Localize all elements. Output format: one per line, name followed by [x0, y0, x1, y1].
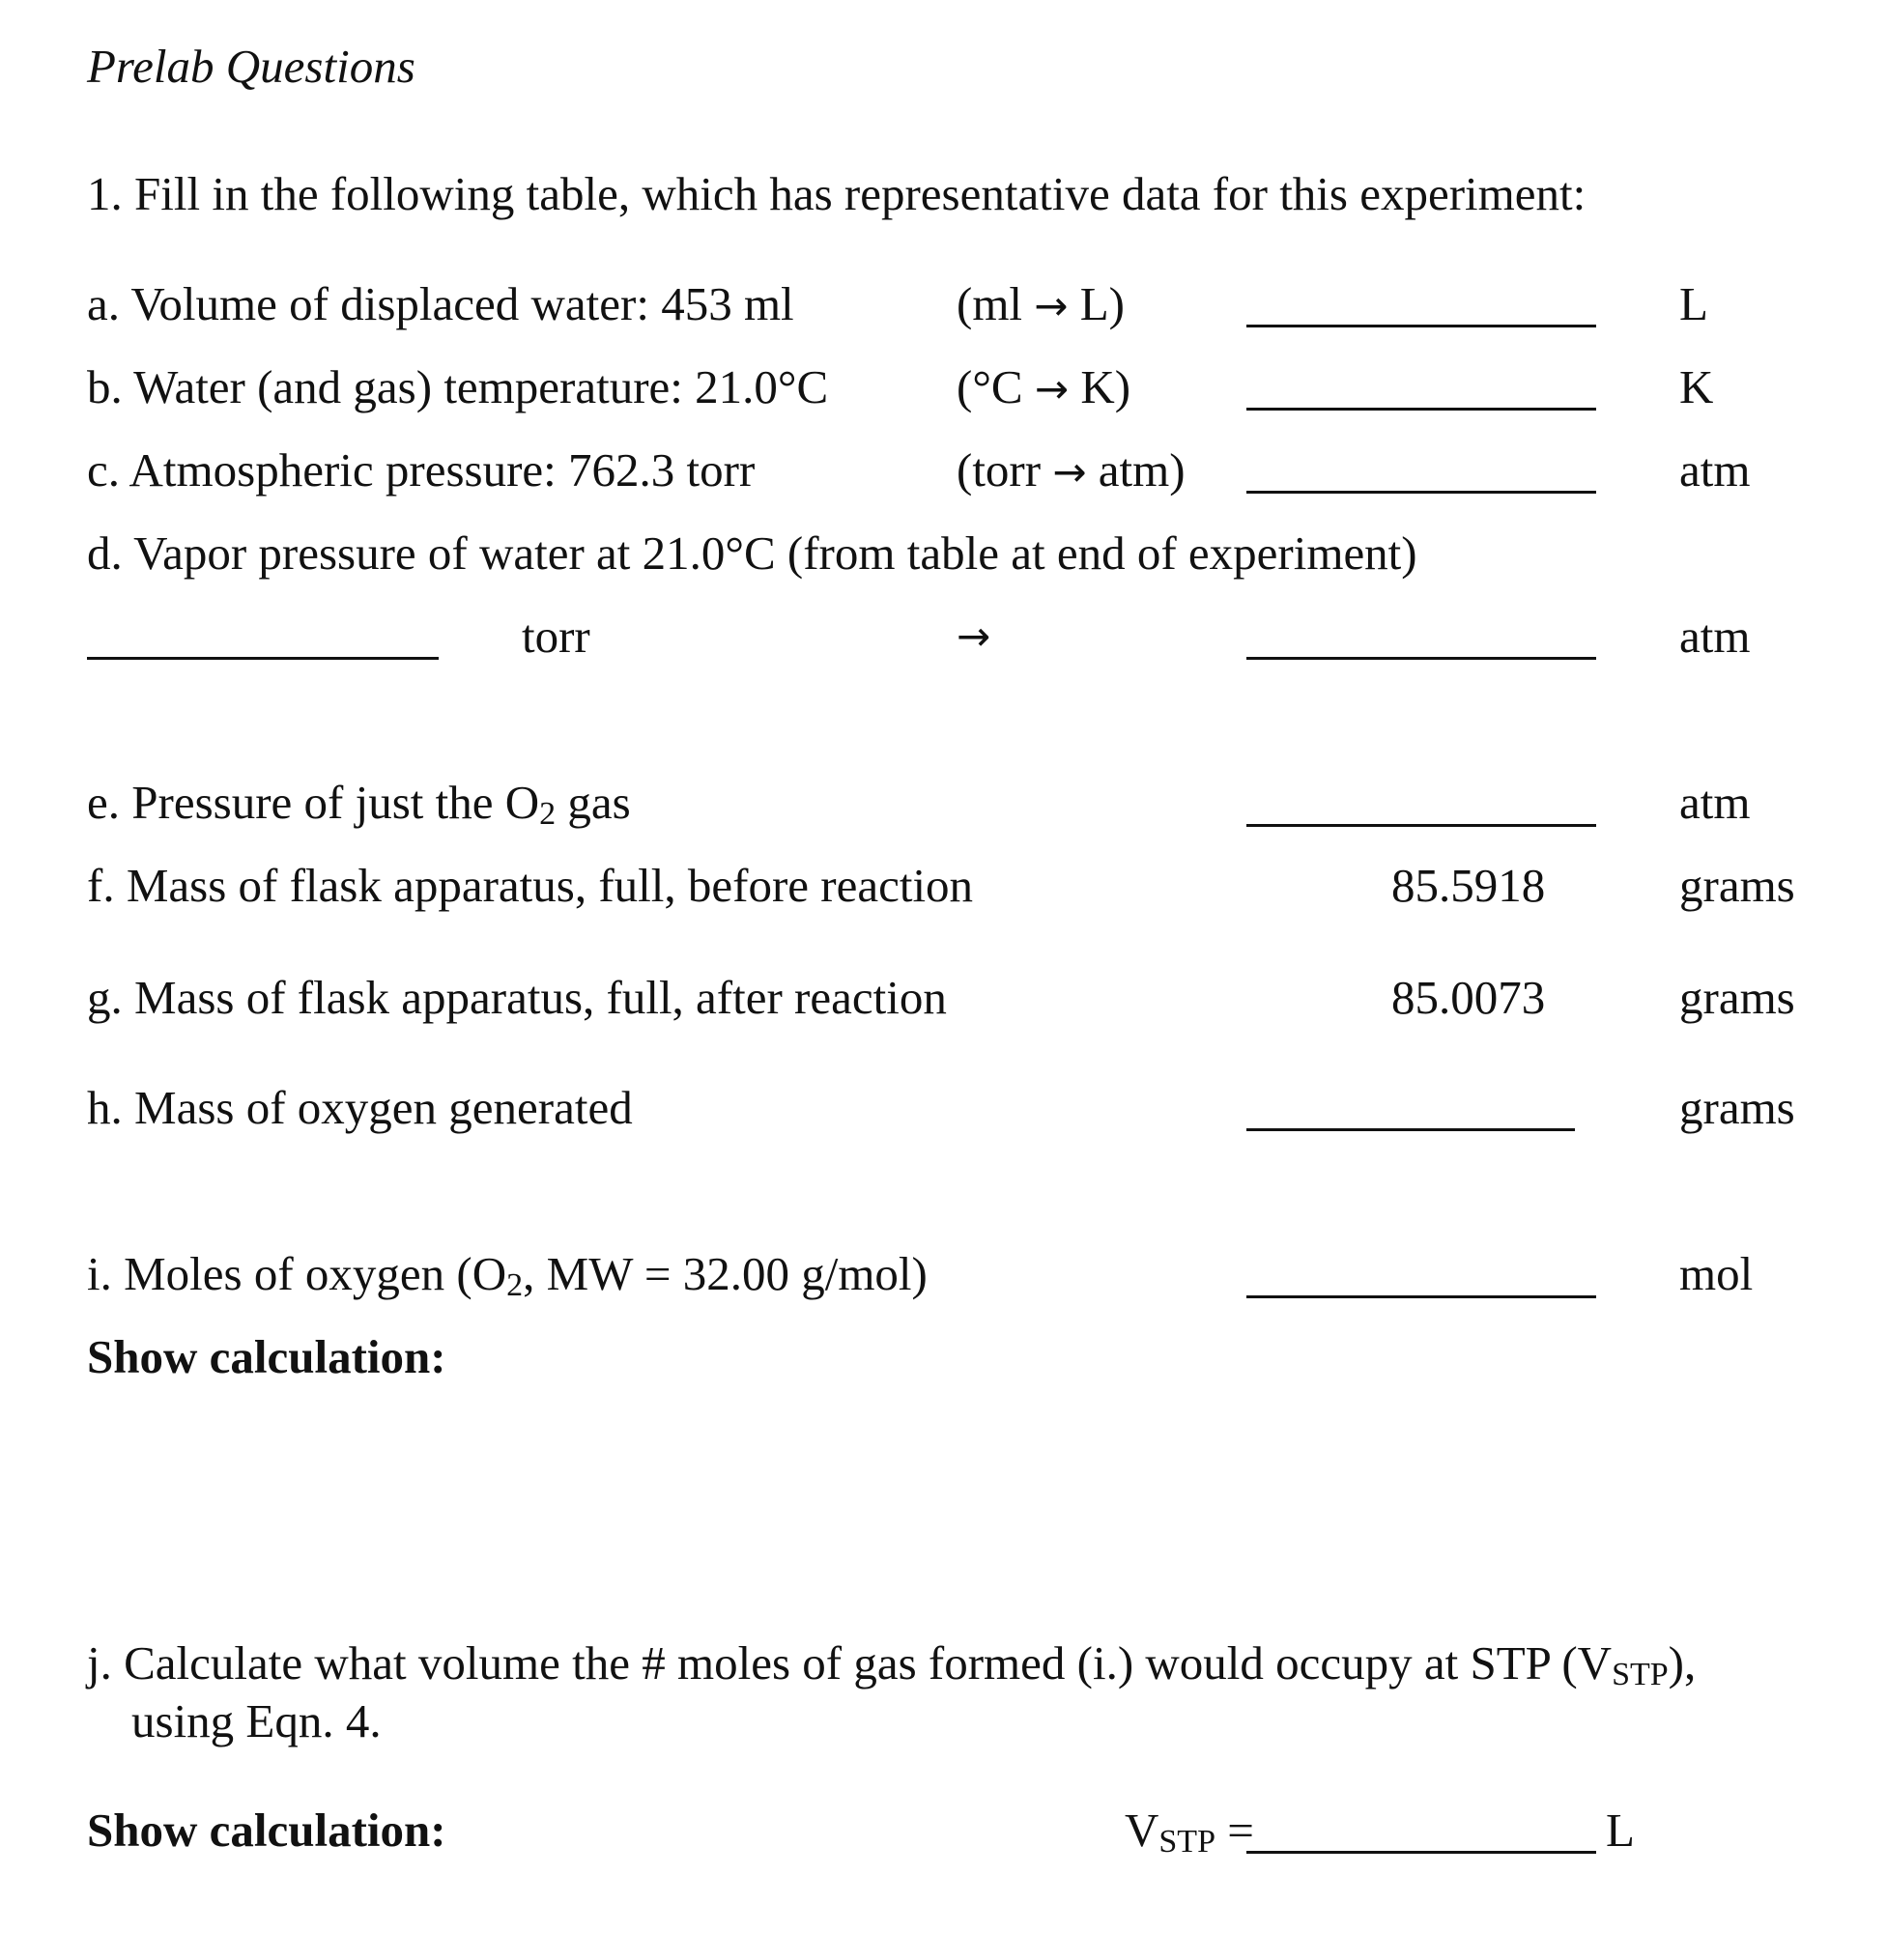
row-g-label: g. Mass of flask apparatus, full, after reaction — [87, 971, 947, 1024]
row-g-value: 85.0073 — [1391, 971, 1546, 1024]
row-h-answer-blank[interactable] — [1246, 1128, 1575, 1131]
row-d-unit: atm — [1679, 610, 1751, 663]
row-a-unit: L — [1679, 277, 1708, 330]
row-j-line1: j. Calculate what volume the # moles of gas formed (i.) would occupy at STP (VSTP), — [87, 1636, 1697, 1692]
row-d-mid-unit: torr — [522, 610, 590, 663]
row-a-answer-blank[interactable] — [1246, 325, 1596, 327]
arrow-icon: → — [1034, 365, 1070, 412]
vstp-answer-blank[interactable] — [1246, 1851, 1596, 1854]
row-e-unit: atm — [1679, 776, 1751, 829]
row-f-value: 85.5918 — [1391, 859, 1546, 912]
row-e-label: e. Pressure of just the O2 gas — [87, 776, 631, 832]
row-f-unit: grams — [1679, 859, 1795, 912]
row-d-atm-blank[interactable] — [1246, 657, 1596, 660]
row-f-label: f. Mass of flask apparatus, full, before reaction — [87, 859, 974, 912]
arrow-icon: → — [957, 612, 991, 660]
row-h-label: h. Mass of oxygen generated — [87, 1081, 633, 1134]
row-b-unit: K — [1679, 360, 1714, 413]
row-i-label: i. Moles of oxygen (O2, MW = 32.00 g/mol) — [87, 1247, 928, 1303]
row-a-conversion: (ml → L) — [957, 277, 1125, 330]
page-heading: Prelab Questions — [87, 40, 415, 93]
row-b-label: b. Water (and gas) temperature: 21.0°C — [87, 360, 829, 413]
row-c-unit: atm — [1679, 443, 1751, 497]
row-b-conversion: (°C → K) — [957, 360, 1131, 413]
row-d-label: d. Vapor pressure of water at 21.0°C (from table at end of experiment) — [87, 526, 1417, 580]
row-c-conversion: (torr → atm) — [957, 443, 1186, 497]
row-b-answer-blank[interactable] — [1246, 408, 1596, 411]
row-j-line2: using Eqn. 4. — [131, 1694, 382, 1747]
arrow-icon: → — [1034, 282, 1069, 329]
vstp-unit: L — [1606, 1804, 1635, 1857]
row-g-unit: grams — [1679, 971, 1795, 1024]
show-calculation-label: Show calculation: — [87, 1804, 446, 1857]
arrow-icon: → — [1052, 448, 1087, 496]
row-i-unit: mol — [1679, 1247, 1754, 1300]
row-e-answer-blank[interactable] — [1246, 824, 1596, 827]
row-i-answer-blank[interactable] — [1246, 1295, 1596, 1298]
row-a-label: a. Volume of displaced water: 453 ml — [87, 277, 794, 330]
row-h-unit: grams — [1679, 1081, 1795, 1134]
vstp-label: VSTP = — [1125, 1804, 1254, 1860]
row-c-answer-blank[interactable] — [1246, 491, 1596, 494]
question-text: 1. Fill in the following table, which has representative data for this experiment: — [87, 167, 1587, 220]
row-d-torr-blank[interactable] — [87, 657, 439, 660]
show-calculation-label: Show calculation: — [87, 1330, 446, 1383]
row-c-label: c. Atmospheric pressure: 762.3 torr — [87, 443, 756, 497]
